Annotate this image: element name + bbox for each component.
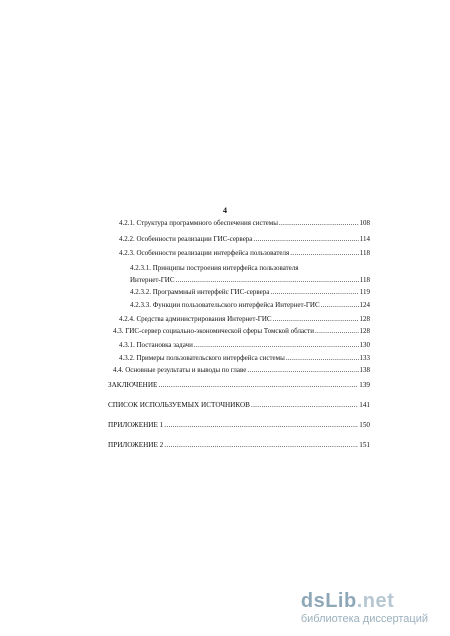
toc-entry-label: 4.2.3.1. Принципы построения интерфейса пользователя bbox=[130, 264, 299, 272]
toc-entry-4-4 bbox=[113, 366, 370, 375]
toc-entry-page: 130 bbox=[359, 341, 370, 349]
leader-dots bbox=[290, 249, 359, 258]
toc-entry-page: 128 bbox=[359, 315, 370, 323]
toc-entry-label: СПИСОК ИСПОЛЬЗУЕМЫХ ИСТОЧНИКОВ bbox=[108, 401, 250, 409]
toc-entry-label: 4.2.3.3. Функции пользовательского интерфейса Интернет-ГИС bbox=[130, 301, 320, 309]
toc-entry-4-2-3-2 bbox=[130, 288, 370, 297]
leader-dots bbox=[175, 276, 358, 285]
toc-entry-page: 124 bbox=[359, 301, 370, 309]
toc-entry-label: 4.3. ГИС-сервер социально-экономической сферы Томской области bbox=[113, 327, 314, 335]
toc-entry-label: Интернет-ГИС bbox=[130, 276, 175, 284]
toc-entry-label: ПРИЛОЖЕНИЕ 1 bbox=[108, 421, 164, 429]
toc-entry-page: 118 bbox=[359, 276, 370, 284]
leader-dots bbox=[251, 401, 358, 410]
toc-entry-4-2-3-1-cont bbox=[130, 276, 370, 285]
leader-dots bbox=[273, 315, 359, 324]
toc-entry-4-2-3 bbox=[119, 249, 370, 258]
toc-entry-conclusion bbox=[108, 381, 370, 390]
toc-entry-references bbox=[108, 401, 370, 410]
toc-entry-label: 4.2.1. Структура программного обеспечения системы bbox=[119, 219, 278, 227]
watermark-brand bbox=[301, 590, 428, 612]
toc-entry-4-2-1 bbox=[119, 219, 370, 228]
toc-entry-page: 151 bbox=[359, 441, 370, 449]
toc-entry-page: 138 bbox=[359, 366, 370, 374]
toc-entry-label: ПРИЛОЖЕНИЕ 2 bbox=[108, 441, 164, 449]
watermark-logo bbox=[301, 590, 428, 626]
toc-entry-4-2-3-3 bbox=[130, 301, 370, 310]
leader-dots bbox=[270, 288, 358, 297]
toc-entry-appendix-2 bbox=[108, 441, 370, 450]
watermark-brand-name: dsLib bbox=[300, 590, 357, 612]
toc-entry-label: ЗАКЛЮЧЕНИЕ bbox=[108, 381, 158, 389]
toc-entry-appendix-1 bbox=[108, 421, 370, 430]
leader-dots bbox=[253, 235, 358, 244]
toc-entry-4-2-2 bbox=[119, 235, 370, 244]
toc-entry-page: 119 bbox=[359, 288, 370, 296]
toc-entry-label: 4.3.1. Постановка задачи bbox=[119, 341, 193, 349]
leader-dots bbox=[164, 441, 358, 450]
leader-dots bbox=[286, 354, 359, 363]
toc-entry-label: 4.3.2. Примеры пользовательского интерфейса системы bbox=[119, 354, 285, 362]
leader-dots bbox=[279, 219, 359, 228]
watermark-subtitle: библиотека диссертаций bbox=[300, 613, 428, 625]
toc-entry-label: 4.2.4. Средства администрирования Интернет-ГИС bbox=[119, 315, 272, 323]
toc-entry-page: 150 bbox=[359, 421, 370, 429]
leader-dots bbox=[247, 366, 358, 375]
page-number: 4 bbox=[223, 206, 227, 215]
toc-entry-label: 4.2.3.2. Программный интерфейс ГИС-сервера bbox=[130, 288, 270, 296]
toc-entry-page: 108 bbox=[359, 219, 370, 227]
toc-entry-label: 4.4. Основные результаты и выводы по главе bbox=[113, 366, 247, 374]
toc-entry-page: 118 bbox=[359, 249, 370, 257]
toc-entry-4-3 bbox=[113, 327, 370, 336]
toc-entry-page: 114 bbox=[359, 235, 370, 243]
toc-entry-page: 128 bbox=[359, 327, 370, 335]
toc-entry-4-3-1 bbox=[119, 341, 370, 350]
toc-entry-page: 133 bbox=[359, 354, 370, 362]
toc-entry-4-2-4 bbox=[119, 315, 370, 324]
toc-entry-4-3-2 bbox=[119, 354, 370, 363]
toc-entry-label: 4.2.3. Особенности реализации интерфейса пользователя bbox=[119, 249, 290, 257]
leader-dots bbox=[194, 341, 359, 350]
watermark-brand-domain: .net bbox=[356, 590, 395, 612]
leader-dots bbox=[321, 301, 359, 310]
leader-dots bbox=[315, 327, 359, 336]
toc-entry-page: 139 bbox=[359, 381, 370, 389]
leader-dots bbox=[164, 421, 358, 430]
toc-entry-label: 4.2.2. Особенности реализации ГИС-сервера bbox=[119, 235, 253, 243]
toc-entry-page: 141 bbox=[359, 401, 370, 409]
toc-entry-4-2-3-1 bbox=[130, 264, 370, 273]
leader-dots bbox=[158, 381, 358, 390]
